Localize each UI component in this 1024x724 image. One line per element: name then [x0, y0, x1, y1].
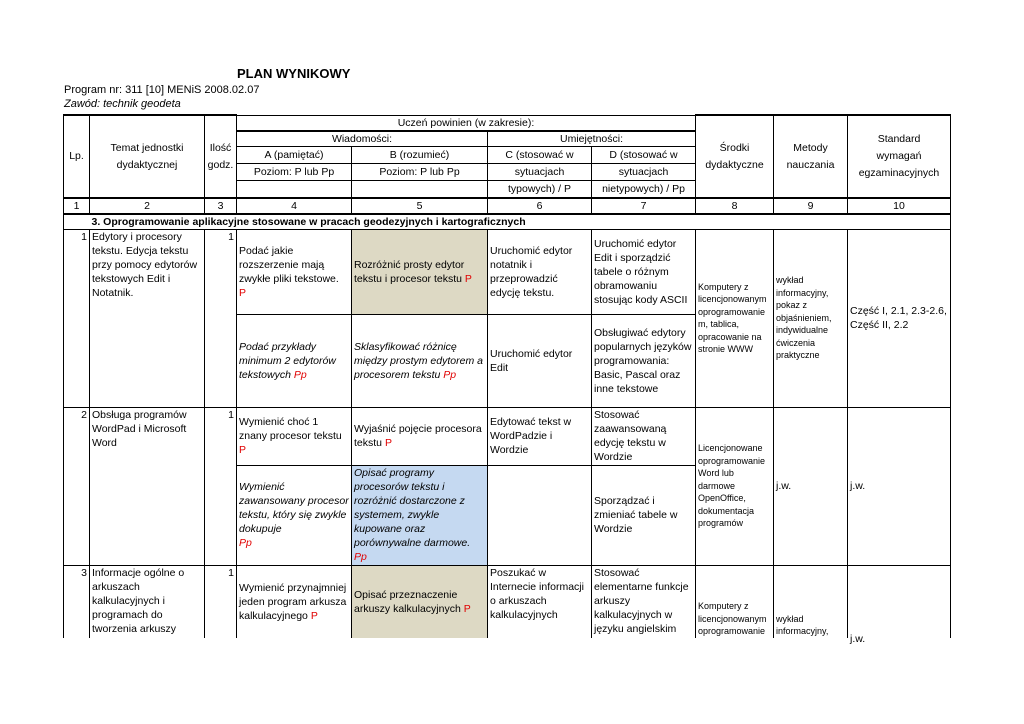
col-number: 3	[205, 198, 237, 214]
cell-standard: j.w.	[848, 407, 951, 565]
cell-standard: Część I, 2.1, 2.3-2.6, Część II, 2.2	[848, 229, 951, 407]
header-c: C (stosować w	[488, 147, 592, 164]
cell-a-text: Wymienić choć 1 znany procesor tekstu	[239, 416, 342, 442]
col-number: 1	[64, 198, 90, 214]
row-topic: Edytory i procesory tekstu. Edycja tekstu przy pomocy edytorów tekstowych Edit i Notatnik.	[90, 229, 205, 407]
row-hours: 1	[205, 229, 237, 407]
cell-b-text: Wyjaśnić pojęcie procesora tekstu	[354, 423, 482, 449]
cell-metody: j.w.	[774, 407, 848, 565]
header-standard-line2: wymagań	[876, 150, 922, 163]
col-number: 6	[488, 198, 592, 214]
level-badge: Pp	[239, 537, 252, 549]
header-srodki	[696, 115, 774, 198]
level-badge: Pp	[293, 368, 307, 381]
cell-metody: wykład informacyjny, pokaz z objaśnieniem, indywidualne ćwiczenia praktyczne	[774, 229, 848, 407]
level-badge: P	[464, 272, 472, 285]
section-title: 3. Oprogramowanie aplikacyjne stosowane w pracach geodezyjnych i kartograficznych	[90, 214, 951, 230]
cell-b-text: Opisać programy procesorów tekstu i rozróżnić dostarczone z systemem, zwykle kupowane oraz porównywalne darmowe.	[354, 467, 471, 549]
cell-b	[352, 314, 488, 407]
cell-b	[352, 229, 488, 314]
header-d-line2: sytuacjach	[592, 164, 696, 181]
cell-a-text: Wymienić przynajmniej jeden program arkusza kalkulacyjnego	[239, 581, 347, 622]
row-lp: 1	[64, 229, 90, 407]
cell-d: Obsługiwać edytory popularnych języków programowania: Basic, Pascal oraz inne tekstowe	[592, 314, 696, 407]
header-ilosc	[205, 115, 237, 198]
row-topic: Obsługa programów WordPad i Microsoft Word	[90, 407, 205, 565]
cell-c	[488, 465, 592, 565]
header-lp: Lp.	[64, 115, 90, 198]
cell-c: Poszukać w Internecie informacji o arkuszach kalkulacyjnych	[488, 565, 592, 638]
cell-a	[237, 407, 352, 465]
cell-a-text: Podać przykłady minimum 2 edytorów tekstowych	[239, 340, 336, 381]
col-number: 8	[696, 198, 774, 214]
header-standard	[848, 115, 951, 198]
cell-b	[352, 565, 488, 638]
header-b-level: Poziom: P lub Pp	[352, 164, 488, 181]
header-umiejetnosci: Umiejętności:	[488, 131, 696, 147]
cell-a	[237, 565, 352, 638]
header-a: A (pamiętać)	[237, 147, 352, 164]
cell-srodki: Licencjonowane oprogramowanie Word lub darmowe OpenOffice, dokumentacja programów	[696, 407, 774, 565]
row-lp: 2	[64, 407, 90, 565]
header-wiadomosci: Wiadomości:	[237, 131, 488, 147]
level-badge: P	[384, 437, 392, 449]
header-ilosc-line2: godz.	[207, 158, 234, 171]
cell-b-text: Opisać przeznaczenie arkuszy kalkulacyjnych	[354, 588, 461, 615]
header-temat-line2: dydaktycznej	[116, 158, 178, 171]
cell-srodki: Komputery z licencjonowanym oprogramowanie m, tablica, opracowanie na stronie WWW	[696, 229, 774, 407]
header-uczen: Uczeń powinien (w zakresie):	[237, 115, 696, 131]
cell-srodki: Komputery z licencjonowanym oprogramowanie	[696, 565, 774, 638]
col-number: 4	[237, 198, 352, 214]
cell-d: Stosować elementarne funkcje arkuszy kalkulacyjnych w języku angielskim	[592, 565, 696, 638]
level-badge: P	[463, 602, 471, 615]
cell-standard	[848, 565, 951, 645]
profession: Zawód: technik geodeta	[64, 98, 181, 110]
row-hours: 1	[205, 407, 237, 565]
cell-metody: wykład informacyjny,	[774, 565, 848, 638]
cell-a	[237, 314, 352, 407]
cell-b	[352, 407, 488, 465]
cell-c: Edytować tekst w WordPadzie i Wordzie	[488, 407, 592, 465]
header-a-level: Poziom: P lub Pp	[237, 164, 352, 181]
plan-table	[63, 114, 951, 645]
cell-c: Uruchomić edytor notatnik i przeprowadzić edycję tekstu.	[488, 229, 592, 314]
header-srodki-line2: dydaktyczne	[705, 158, 764, 171]
row-hours: 1	[205, 565, 237, 638]
cell-a	[237, 465, 352, 565]
header-c-line2: sytuacjach	[488, 164, 592, 181]
col-number: 7	[592, 198, 696, 214]
cell-a-text: Wymienić zawansowany procesor tekstu, który się zwykle dokupuje	[239, 481, 349, 535]
header-metody-line2: nauczania	[786, 158, 835, 171]
header-srodki-line1: Środki	[719, 141, 750, 154]
header-b: B (rozumieć)	[352, 147, 488, 164]
cell-c: Uruchomić edytor Edit	[488, 314, 592, 407]
col-number: 9	[774, 198, 848, 214]
header-standard-line3: egzaminacyjnych	[858, 167, 940, 180]
level-badge: P	[310, 609, 318, 622]
header-ilosc-line1: Ilość	[209, 141, 232, 154]
cell-standard-text: j.w.	[850, 632, 866, 645]
col-number: 2	[90, 198, 205, 214]
program-number: Program nr: 311 [10] MENiS 2008.02.07	[64, 84, 260, 96]
level-badge: P	[239, 444, 247, 456]
header-temat	[90, 115, 205, 198]
header-standard-line1: Standard	[877, 133, 921, 146]
header-metody	[774, 115, 848, 198]
cell-d: Stosować zaawansowaną edycję tekstu w Wordzie	[592, 407, 696, 465]
cell-d: Sporządzać i zmieniać tabele w Wordzie	[592, 465, 696, 565]
header-temat-line1: Temat jednostki	[110, 141, 184, 154]
header-d-line3: nietypowych) / Pp	[592, 181, 696, 198]
row-lp: 3	[64, 565, 90, 638]
level-badge: P	[239, 286, 247, 299]
row-topic: Informacje ogólne o arkuszach kalkulacyjnych i programach do tworzenia arkuszy	[90, 565, 205, 638]
header-c-line3: typowych) / P	[488, 181, 592, 198]
col-number: 10	[848, 198, 951, 214]
cell-b	[352, 465, 488, 565]
header-metody-line1: Metody	[793, 141, 828, 154]
document-title: PLAN WYNIKOWY	[237, 66, 351, 81]
col-number: 5	[352, 198, 488, 214]
level-badge: Pp	[354, 551, 367, 563]
cell-d: Uruchomić edytor Edit i sporządzić tabele o różnym obramowaniu stosując kody ASCII	[592, 229, 696, 314]
header-d: D (stosować w	[592, 147, 696, 164]
cell-a	[237, 229, 352, 314]
cell-b-text: Sklasyfikować różnicę między prostym edytorem a procesorem tekstu	[354, 340, 483, 381]
level-badge: Pp	[443, 368, 457, 381]
cell-a-text: Podać jakie rozszerzenie mają zwykłe pliki tekstowe.	[239, 244, 339, 285]
cell-b-text: Rozróżnić prosty edytor tekstu i procesor tekstu	[354, 258, 465, 285]
